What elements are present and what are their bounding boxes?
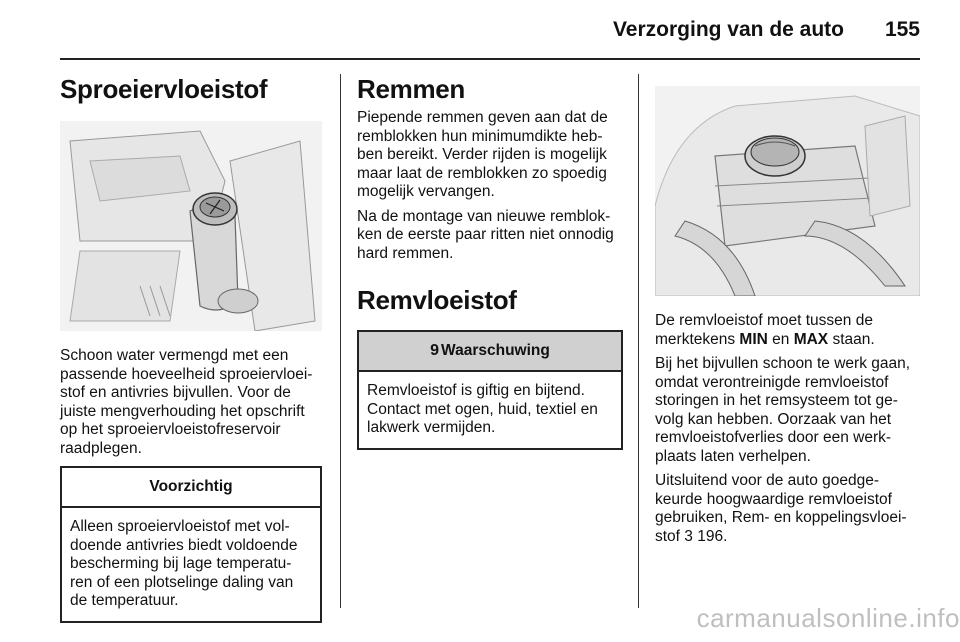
min-mark: MIN: [739, 330, 768, 348]
header-rule: [60, 58, 920, 60]
chapter-title: Verzorging van de auto: [612, 18, 844, 41]
warning-box: [357, 330, 623, 450]
level-text-mid: en: [767, 330, 794, 348]
page-number: 155: [884, 18, 920, 41]
column-divider: [638, 74, 639, 608]
brake-fluid-quality-paragraph: [655, 472, 920, 546]
warning-triangle-icon: 9: [430, 342, 440, 359]
level-text-end: staan.: [828, 330, 875, 348]
caution-box: [60, 466, 322, 623]
warning-text: Remvloeistof is giftig en bijtend. Contact met ogen, huid, textiel en lakwerk vermijden.: [367, 382, 598, 436]
section-heading-brake-fluid: Remvloeistof: [357, 285, 517, 315]
brakes-paragraph-2: Na de montage van nieuwe remblok-ken de eerste paar ritten niet onnodig hard remmen.: [357, 207, 614, 262]
warning-title: Waarschuwing: [441, 342, 550, 359]
warning-header: [359, 332, 621, 372]
caution-text: Alleen sproeiervloeistof met vol-doende antivries biedt voldoende bescherming bij lage temperatu-ren of een plotselinge daling van de temperatuur.: [70, 518, 298, 609]
quality-text: Uitsluitend voor de auto goedge-keurde hoogwaardige remvloeistof gebruiken, Rem- en koppelingsvloei-stof: [655, 472, 907, 545]
brake-fluid-reservoir-illustration: [655, 86, 920, 296]
page-reference-link[interactable]: 196.: [697, 527, 728, 545]
washer-reservoir-illustration: [60, 121, 322, 331]
brake-fluid-refill-paragraph: Bij het bijvullen schoon te werk gaan, omdat verontreinigde remvloeistof storingen in het remsysteem tot ge-volg kan hebben. Oorzaak van het remvloeistofverlies door een werk-plaats laten verhelpen.: [655, 355, 911, 465]
washer-fluid-paragraph: Schoon water vermengd met een passende hoeveelheid sproeiervloei-stof en antivries bijvullen. Voor de juiste mengverhouding het opschrift op het sproeiervloeistofreservoir raadplegen.: [60, 347, 313, 457]
caution-title: Voorzichtig: [62, 468, 320, 508]
max-mark: MAX: [793, 330, 829, 348]
brake-fluid-level-paragraph: [655, 312, 920, 349]
brakes-paragraph-1: Piepende remmen geven aan dat de remblokken hun minimumdikte heb-ben bereikt. Verder rijden is mogelijk maar laat de remblokken zo spoedig mogelijk vervangen.: [357, 109, 608, 200]
column-washer-fluid: [60, 74, 322, 623]
level-text-start: De remvloeistof moet tussen de merktekens: [655, 312, 873, 348]
page-header: [60, 16, 920, 54]
watermark: carmanualsonline.info: [696, 603, 960, 633]
section-heading-washer-fluid: Sproeiervloeistof: [60, 74, 268, 104]
column-brake-fluid: [655, 74, 920, 552]
column-divider: [340, 74, 341, 608]
page-reference-icon: 3: [684, 527, 693, 545]
column-brakes: [357, 74, 623, 450]
section-heading-brakes: Remmen: [357, 74, 466, 104]
